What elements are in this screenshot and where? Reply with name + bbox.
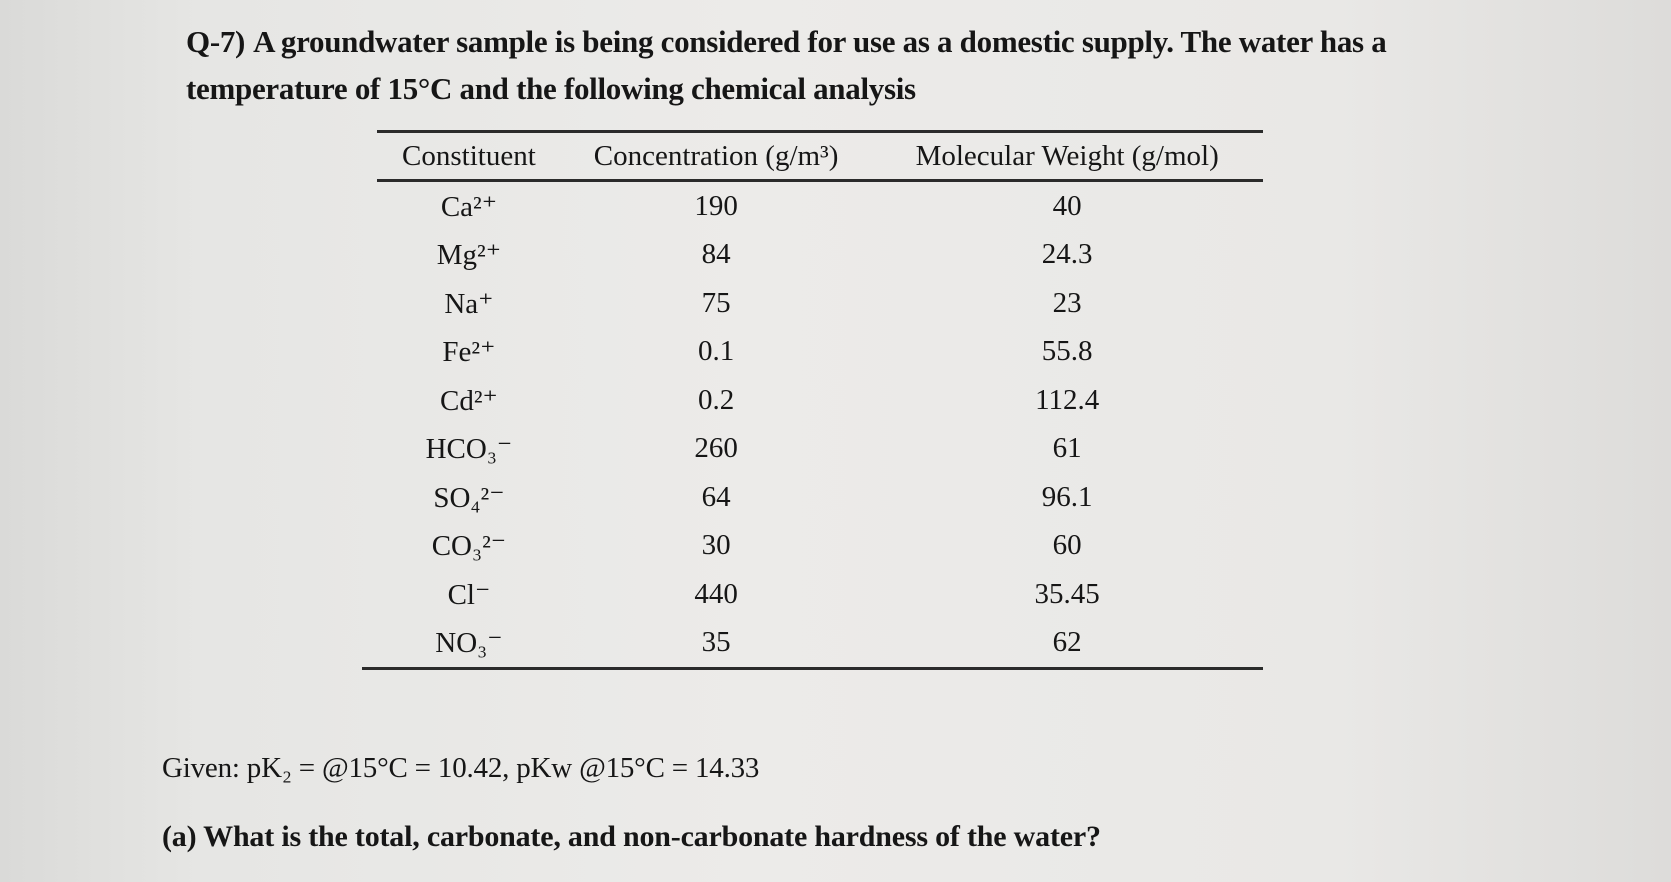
cell-molecular-weight: 40 [1052, 189, 1082, 222]
cell-concentration: 84 [701, 238, 731, 271]
cell-molecular-weight: 62 [1052, 626, 1082, 659]
header-molecular-weight: Molecular Weight (g/mol) [915, 139, 1219, 172]
cell-constituent: NO₃⁻ [435, 627, 503, 660]
table-row [377, 279, 1263, 328]
header-concentration: Concentration (g/m³) [593, 139, 839, 172]
cell-molecular-weight: 96.1 [1041, 480, 1093, 513]
cell-constituent: Na⁺ [444, 287, 494, 320]
cell-constituent: Cd²⁺ [439, 384, 498, 417]
cell-constituent: CO₃²⁻ [431, 530, 507, 563]
cell-constituent: Mg²⁺ [436, 239, 502, 272]
cell-concentration: 30 [701, 529, 731, 562]
table-row [377, 231, 1263, 280]
cell-constituent: SO₄²⁻ [433, 481, 505, 514]
table-bottom-rule [362, 667, 1263, 670]
cell-molecular-weight: 60 [1052, 529, 1082, 562]
question-part-a: (a) What is the total, carbonate, and non-carbonate hardness of the water? [162, 820, 1101, 853]
cell-molecular-weight: 55.8 [1041, 335, 1093, 368]
cell-constituent: Ca²⁺ [440, 190, 498, 223]
table-row [377, 376, 1263, 425]
cell-constituent: HCO₃⁻ [425, 433, 513, 466]
cell-concentration: 440 [694, 577, 738, 610]
table-row [377, 522, 1263, 571]
cell-constituent: Fe²⁺ [442, 336, 496, 369]
cell-concentration: 75 [701, 286, 731, 319]
cell-constituent: Cl⁻ [447, 578, 491, 611]
cell-molecular-weight: 112.4 [1035, 383, 1100, 416]
question-body: A groundwater sample is being considered for use as a domestic supply. The water has a temperature of 15°C and the following chemical analysis [186, 24, 1387, 106]
cell-concentration: 35 [701, 626, 731, 659]
table-row [377, 425, 1263, 474]
chemical-analysis-table [377, 130, 1263, 675]
question-number: Q-7) [186, 24, 246, 59]
table-row [377, 181, 1263, 231]
cell-concentration: 190 [694, 189, 738, 222]
table-row [377, 570, 1263, 619]
cell-molecular-weight: 35.45 [1034, 577, 1100, 610]
table-header-row [377, 132, 1263, 181]
header-constituent: Constituent [402, 139, 536, 172]
table-body [377, 181, 1263, 676]
question-text [186, 18, 1426, 112]
table-row [377, 473, 1263, 522]
cell-concentration: 0.1 [697, 335, 735, 368]
cell-concentration: 0.2 [697, 383, 735, 416]
table-row [377, 328, 1263, 377]
cell-molecular-weight: 23 [1052, 286, 1082, 319]
cell-molecular-weight: 61 [1052, 432, 1082, 465]
given-constants: Given: pK₂ = @15°C = 10.42, pKw @15°C = 14.33 [162, 752, 760, 784]
cell-molecular-weight: 24.3 [1041, 238, 1093, 271]
cell-concentration: 64 [701, 480, 731, 513]
cell-concentration: 260 [694, 432, 738, 465]
